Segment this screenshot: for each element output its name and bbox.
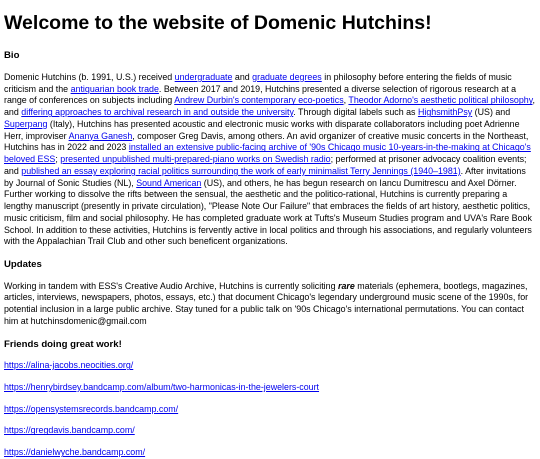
bio-text: . Between 2017 and 2019, Hutchins presented a diverse selection of rigorous research at a range of conferences on subjects including	[4, 83, 517, 106]
friends-link-list	[4, 360, 536, 459]
bio-text: in philosophy before entering the fields of music criticism and the	[4, 71, 512, 94]
bio-text: ,	[343, 95, 349, 106]
bio-text: and	[232, 71, 253, 82]
bio-inline-link[interactable]: published an essay exploring racial politics surrounding the work of early minimalist Terry Jennings (1940–1981)	[21, 165, 461, 176]
bio-text: ; performed at prisoner advocacy coalition events; and	[4, 154, 527, 176]
friend-link-daniel-wyche[interactable]: https://danielwyche.bandcamp.com/	[4, 447, 146, 458]
updates-paragraph	[4, 281, 536, 328]
bio-text: , and	[4, 95, 535, 118]
bio-heading: Bio	[4, 50, 20, 62]
bio-text: , composer Greg Davis, among others. An avid organizer of creative music concerts in the Northeast, Hutchins has in 2022 and 2023	[4, 130, 529, 153]
bio-inline-link[interactable]: Theodor Adorno's aesthetic political philosophy	[348, 95, 533, 106]
bio-inline-link[interactable]: undergraduate	[174, 71, 233, 82]
bio-inline-link[interactable]: Andrew Durbin's contemporary eco-poetics	[174, 95, 344, 106]
page-title: Welcome to the website of Domenic Hutchins!	[4, 12, 432, 34]
friend-link-henry-birdsey[interactable]: https://henrybirdsey.bandcamp.com/album/two-harmonicas-in-the-jewelers-court	[4, 381, 320, 392]
bio-inline-link[interactable]: HighsmithPsy	[417, 107, 473, 118]
friend-link-greg-davis[interactable]: https://gregdavis.bandcamp.com/	[4, 425, 135, 436]
bio-inline-link[interactable]: Superpang	[4, 118, 48, 129]
friend-link-open-systems-records[interactable]: https://opensystemsrecords.bandcamp.com/	[4, 403, 179, 414]
bio-text: Domenic Hutchins (b. 1991, U.S.) received	[4, 71, 175, 82]
bio-text: (US) and	[472, 107, 511, 118]
bio-text: (US), and others, he has begun research on Iancu Dumitrescu and Axel Dörner. Further working to dissolve the rifts between the sensual, the aesthetic and the politico-rational, Hutchins is currently preparing a lengthy manuscript (presently in private circulation), "Please Note Our Failure" that embraces the fields of art history, aesthetic politics, music criticism, film and social philosophy. He has completed graduate work at Tufts's Museum Studies program and UVA's Rare Book School. In addition to these activities, Hutchins is fervently active in local politics and through his associations, and regularly volunteers with the Appalachian Trail Club and other such beneficent organizations.	[4, 177, 532, 247]
bio-text: . Through digital labels such as	[293, 107, 418, 118]
friend-link-alina-jacobs[interactable]: https://alina-jacobs.neocities.org/	[4, 360, 134, 371]
rare-emphasis: rare	[338, 280, 355, 291]
updates-heading: Updates	[4, 259, 42, 271]
bio-inline-link[interactable]: graduate degrees	[252, 71, 322, 82]
bio-text: (Italy), Hutchins has presented acoustic and electronic music works with disparate collaborators including poet Adrienne Herr, improviser	[4, 118, 520, 141]
updates-text-start: Working in tandem with ESS's Creative Audio Archive, Hutchins is currently soliciting	[4, 280, 338, 291]
bio-inline-link[interactable]: Sound American	[136, 177, 202, 188]
bio-text: . After invitations by Journal of Sonic Studies (NL),	[4, 165, 526, 188]
bio-paragraph	[4, 72, 536, 248]
friends-heading: Friends doing great work!	[4, 338, 122, 350]
bio-inline-link[interactable]: antiquarian book trade	[70, 83, 159, 94]
bio-inline-link[interactable]: differing approaches to archival research in and outside the university	[21, 107, 294, 118]
bio-text: ;	[55, 154, 61, 165]
updates-text-end: materials (ephemera, bootlegs, magazines, articles, interviews, newspapers, photos, essays, etc.) that document Chicago's legendary underground music scene of the 1990s, for potential inclusion in a large public archive. Stay tuned for a public talk on '90s Chicago's international permutations. You can contact him at hutchinsdomenic@gmail.com	[4, 280, 529, 326]
bio-inline-link[interactable]: presented unpublished multi-prepared-piano works on Swedish radio	[60, 154, 331, 165]
bio-inline-link[interactable]: Ananya Ganesh	[68, 130, 133, 141]
bio-inline-link[interactable]: installed an extensive public-facing archive of '90s Chicago music 10-years-in-the-making at Chicago's beloved ESS	[4, 142, 531, 165]
